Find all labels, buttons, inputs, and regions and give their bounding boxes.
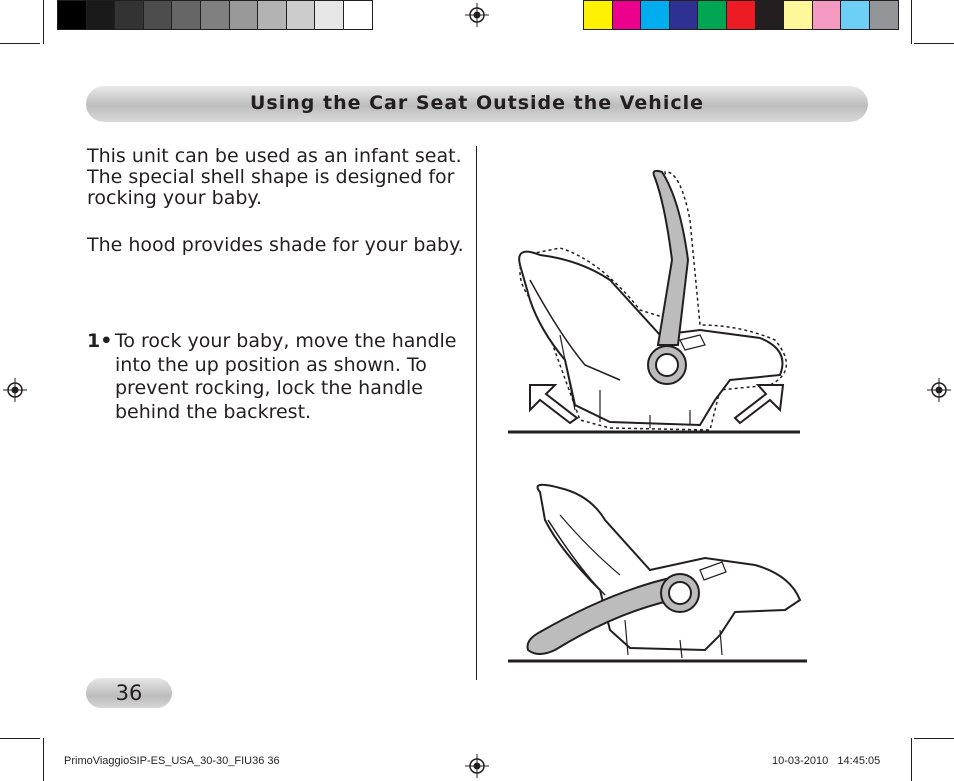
column-divider bbox=[476, 146, 477, 680]
step-number: 1• bbox=[87, 330, 113, 352]
color-swatch bbox=[114, 0, 144, 30]
color-swatch bbox=[583, 0, 613, 30]
crop-mark bbox=[911, 738, 912, 781]
crop-mark bbox=[914, 43, 954, 44]
color-swatch bbox=[812, 0, 842, 30]
car-seat-locked-illustration bbox=[500, 480, 810, 670]
color-swatch bbox=[57, 0, 87, 30]
intro-line-2: The special shell shape is designed for bbox=[87, 166, 455, 188]
crop-mark bbox=[43, 0, 44, 44]
section-header bbox=[86, 86, 868, 122]
crop-mark bbox=[914, 738, 954, 739]
color-swatch bbox=[143, 0, 173, 30]
crop-mark bbox=[0, 43, 40, 44]
crop-mark bbox=[0, 738, 40, 739]
color-swatch bbox=[697, 0, 727, 30]
color-swatch bbox=[343, 0, 373, 30]
registration-mark-icon bbox=[465, 754, 489, 778]
color-swatch bbox=[257, 0, 287, 30]
footer-file-info: PrimoViaggioSIP-ES_USA_30-30_FIU36 36 bbox=[64, 755, 280, 767]
crop-mark bbox=[43, 738, 44, 781]
color-swatch bbox=[286, 0, 316, 30]
color-swatch bbox=[869, 0, 899, 30]
color-swatch bbox=[314, 0, 344, 30]
color-swatch bbox=[612, 0, 642, 30]
color-swatch bbox=[755, 0, 785, 30]
crop-mark bbox=[911, 0, 912, 44]
step-text bbox=[115, 330, 465, 424]
footer-timestamp: 10-03-2010 14:45:05 bbox=[772, 755, 881, 767]
color-swatch bbox=[669, 0, 699, 30]
page-title: Using the Car Seat Outside the Vehicle bbox=[250, 92, 704, 114]
step-line-2: into the up position as shown. To bbox=[115, 353, 427, 376]
page-number-badge bbox=[86, 678, 172, 708]
color-swatch bbox=[840, 0, 870, 30]
registration-mark-icon bbox=[465, 3, 489, 27]
color-swatch bbox=[229, 0, 259, 30]
car-seat-rocking-illustration bbox=[500, 160, 810, 440]
color-swatch bbox=[783, 0, 813, 30]
intro-line-3: rocking your baby. bbox=[87, 187, 262, 209]
intro-line-1: This unit can be used as an infant seat. bbox=[87, 145, 462, 167]
page-number: 36 bbox=[115, 681, 143, 705]
color-swatch bbox=[86, 0, 116, 30]
color-swatch bbox=[726, 0, 756, 30]
color-swatch bbox=[171, 0, 201, 30]
step-line-1: To rock your baby, move the handle bbox=[115, 330, 457, 352]
hood-text: The hood provides shade for your baby. bbox=[87, 234, 464, 256]
color-swatch bbox=[640, 0, 670, 30]
registration-mark-icon bbox=[927, 378, 951, 402]
color-swatch bbox=[200, 0, 230, 30]
step-line-4: behind the backrest. bbox=[115, 400, 312, 423]
registration-mark-icon bbox=[3, 378, 27, 402]
step-line-3: prevent rocking, lock the handle bbox=[115, 377, 423, 399]
